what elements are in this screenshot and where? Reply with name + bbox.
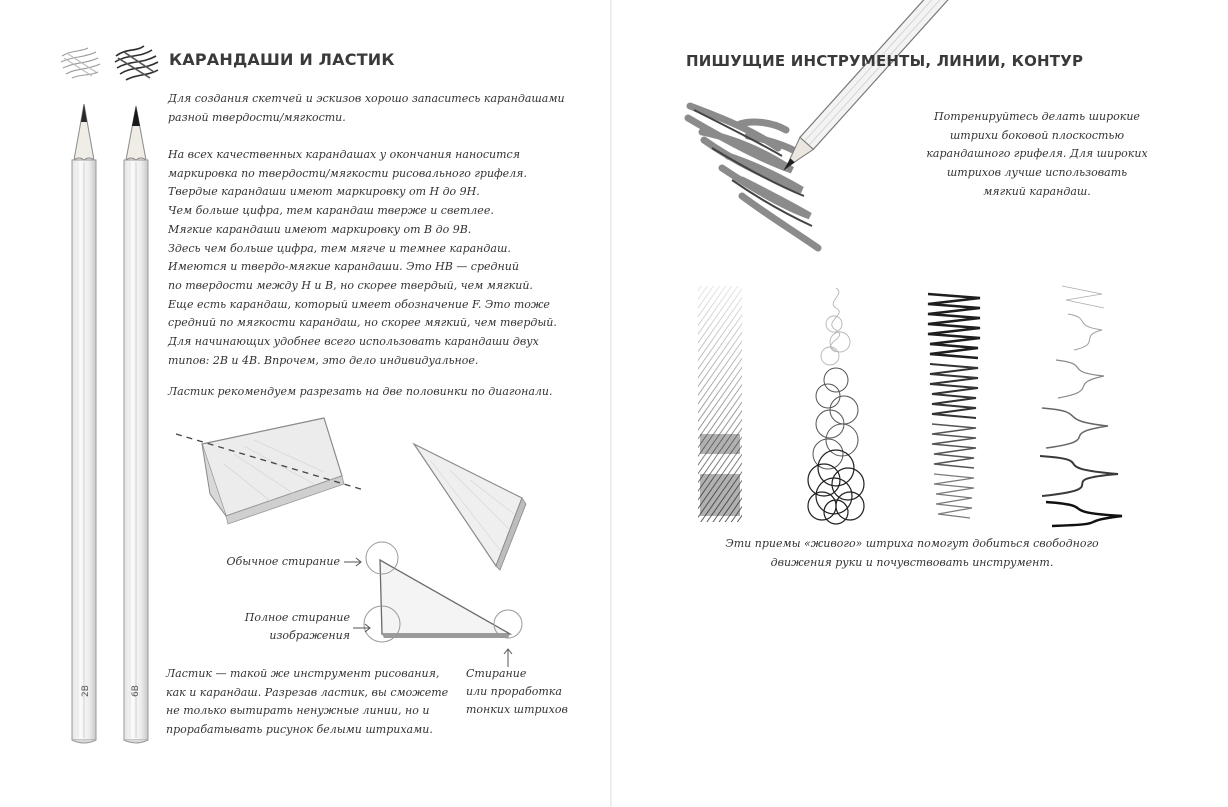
text-line: не только вытирать ненужные линии, но и: [166, 704, 430, 718]
text-line: тонких штрихов: [466, 703, 568, 716]
marking-paragraph: [168, 146, 557, 370]
text-line: Имеются и твердо-мягкие карандаши. Это НВ — средний: [168, 260, 519, 274]
text-line: Для создания скетчей и эскизов хорошо запаситесь карандашами: [168, 92, 565, 105]
text-line: штрихи боковой плоскостью: [949, 128, 1125, 142]
text-line: типов: 2В и 4В. Впрочем, это дело индивидуальное.: [168, 353, 479, 367]
pencil-label-6b: 6B: [131, 685, 141, 697]
label-full-erase: [230, 609, 350, 645]
text-line: средний по мягкости карандаш, но скорее мягкий, чем твердый.: [168, 316, 557, 330]
text-line: На всех качественных карандашах у окончания наносится: [168, 148, 520, 161]
label-fine-erase: [466, 665, 568, 719]
pencil-6b-illustration: [116, 100, 156, 750]
text-line: изображения: [269, 629, 350, 642]
text-line: маркировка по твердости/мягкости рисовального грифеля.: [168, 166, 527, 180]
loop-scribble-sample: [800, 284, 872, 526]
text-line: Потренируйтесь делать широкие: [934, 110, 1140, 123]
intro-paragraph: [168, 90, 565, 127]
text-line: разной твердости/мягкости.: [168, 110, 346, 124]
text-line: движения руки и почувствовать инструмент.: [770, 555, 1054, 569]
wavy-stroke-sample: [1032, 280, 1132, 528]
right-page: [612, 0, 1228, 807]
page-title-right: ПИШУЩИЕ ИНСТРУМЕНТЫ, ЛИНИИ, КОНТУР: [686, 52, 1084, 70]
pencil-shading-illustration: [682, 0, 962, 260]
page-title-left: КАРАНДАШИ И ЛАСТИК: [169, 50, 395, 69]
text-line: Еще есть карандаш, который имеет обозначение F. Это тоже: [168, 297, 550, 311]
arrow-full-erase: [352, 622, 374, 634]
eraser-block-illustration: [174, 414, 374, 524]
text-line: Полное стирание: [244, 611, 350, 624]
tip-paragraph: [922, 108, 1152, 202]
text-line: по твердости между Н и В, но скорее твердый, чем мягкий.: [168, 278, 533, 292]
text-line: карандашного грифеля. Для широких: [926, 147, 1148, 161]
text-line: Для начинающих удобнее всего использовать карандаши двух: [168, 335, 539, 349]
text-line: Мягкие карандаши имеют маркировку от В до 9В.: [168, 222, 472, 236]
text-line: Стирание: [466, 667, 527, 680]
text-line: или проработка: [466, 685, 562, 698]
eraser-paragraph: [166, 665, 448, 740]
scribble-swatch-light: [58, 46, 102, 82]
eraser-tip-line: Ластик рекомендуем разрезать на две половинки по диагонали.: [168, 385, 553, 398]
scribble-swatch-dark: [112, 44, 162, 84]
text-line: Твердые карандаши имеют маркировку от Н до 9Н.: [168, 185, 480, 199]
text-line: мягкий карандаш.: [983, 184, 1091, 198]
left-page: [0, 0, 610, 807]
text-line: Ластик — такой же инструмент рисования,: [166, 667, 440, 680]
arrow-normal-erase: [343, 556, 365, 568]
label-normal-erase: Обычное стирание: [226, 555, 340, 568]
hatch-gradient-sample: [696, 284, 744, 524]
text-line: Чем больше цифра, тем карандаш тверже и светлее.: [168, 204, 494, 218]
pencil-2b-illustration: [64, 100, 104, 750]
text-line: как и карандаш. Разрезав ластик, вы сможете: [166, 685, 449, 699]
eraser-triangle-diagram: [362, 538, 532, 648]
text-line: прорабатывать рисунок белыми штрихами.: [166, 723, 433, 737]
text-line: Здесь чем больше цифра, тем мягче и темнее карандаш.: [168, 241, 511, 255]
pencil-label-2b: 2B: [81, 685, 91, 697]
text-line: штрихов лучше использовать: [946, 166, 1128, 180]
text-line: Эти приемы «живого» штриха помогут добиться свободного: [725, 537, 1099, 550]
caption-paragraph: [692, 535, 1132, 572]
zigzag-stroke-sample: [924, 288, 984, 526]
